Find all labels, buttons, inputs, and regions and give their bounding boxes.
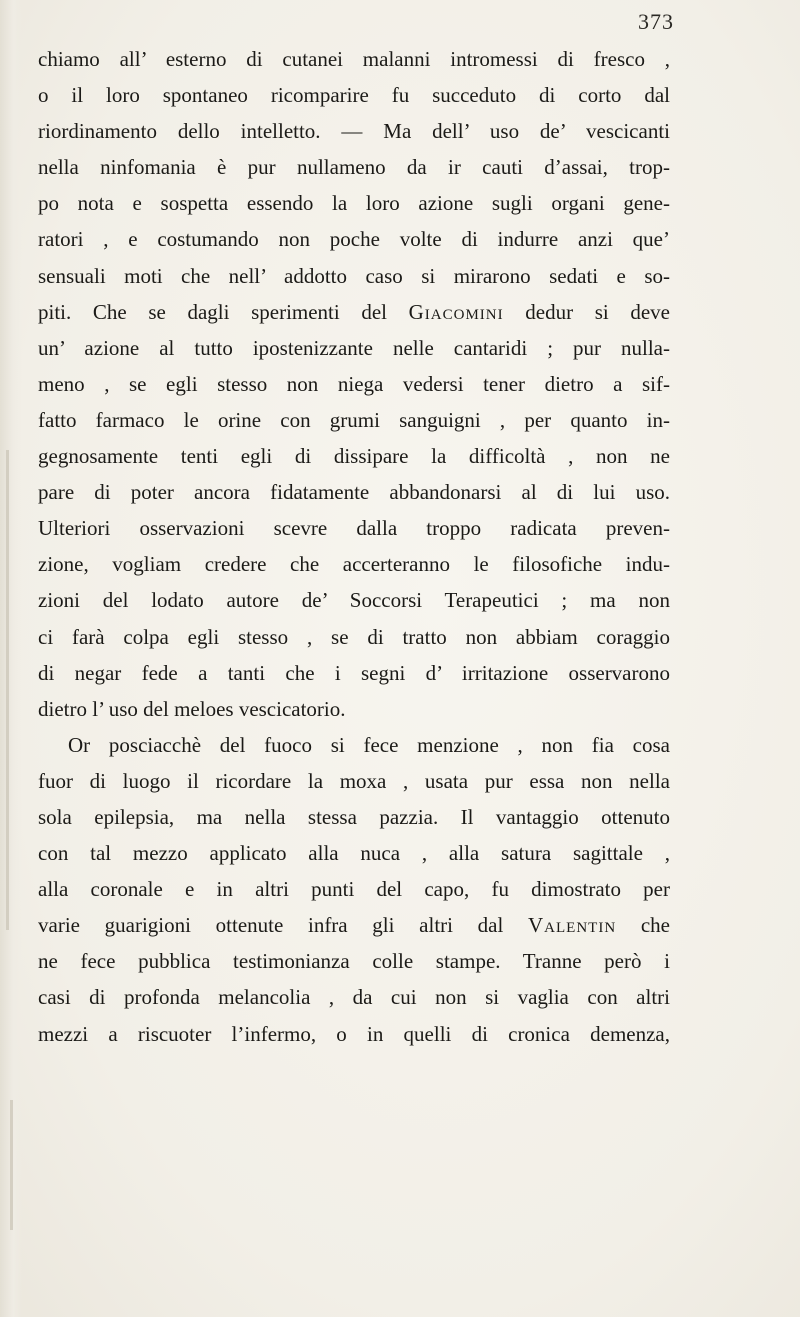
text-line: fatto farmaco le orine con grumi sanguigni , per quanto in- [38, 407, 670, 432]
text-line: zioni del lodato autore de’ Soccorsi Terapeutici ; ma non [38, 588, 670, 613]
text-line: gegnosamente tenti egli di dissipare la difficoltà , non ne [38, 444, 670, 469]
text-line: fuor di luogo il ricordare la moxa , usata pur essa non nella [38, 768, 670, 793]
text-line: sola epilepsia, ma nella stessa pazzia. Il vantaggio ottenuto [38, 804, 670, 829]
body-text [38, 41, 670, 1052]
text-line: Or posciacchè del fuoco si fece menzione , non fia cosa [68, 732, 670, 757]
text-line: con tal mezzo applicato alla nuca , alla satura sagittale , [38, 841, 670, 866]
text-segment: varie guarigioni ottenute infra gli altri dal [38, 913, 528, 938]
text-segment: piti. Che se dagli sperimenti del [38, 299, 409, 324]
text-line: meno , se egli stesso non niega vedersi tener dietro a sif- [38, 371, 670, 396]
text-line: riordinamento dello intelletto. — Ma dell’ uso de’ vescicanti [38, 119, 670, 144]
author-name: Giacomini [408, 299, 504, 324]
text-line: casi di profonda melancolia , da cui non si vaglia con altri [38, 985, 670, 1010]
text-line: sensuali moti che nell’ addotto caso si mirarono sedati e so- [38, 263, 670, 288]
text-line: alla coronale e in altri punti del capo, fu dimostrato per [38, 877, 670, 902]
text-line: ratori , e costumando non poche volte di indurre anzi que’ [38, 227, 670, 252]
text-line: nella ninfomania è pur nullameno da ir cauti d’assai, trop- [38, 155, 670, 180]
text-line: po nota e sospetta essendo la loro azione sugli organi gene- [38, 191, 670, 216]
text-line: chiamo all’ esterno di cutanei malanni intromessi di fresco , [38, 47, 670, 71]
text-segment: dedur si deve [503, 299, 670, 324]
text-line: Ulteriori osservazioni scevre dalla troppo radicata preven- [38, 516, 670, 541]
page-edge-mark [6, 450, 9, 930]
text-line: o il loro spontaneo ricomparire fu succeduto di corto dal [38, 83, 670, 108]
page-number: 373 [638, 9, 674, 34]
text-line: ci farà colpa egli stesso , se di tratto non abbiam coraggio [38, 624, 670, 649]
text-line: pare di poter ancora fidatamente abbandonarsi al di lui uso. [38, 480, 670, 505]
text-line: dietro l’ uso del meloes vescicatorio. [38, 696, 346, 721]
text-line: zione, vogliam credere che accerteranno le filosofiche indu- [38, 552, 670, 577]
text-line: ne fece pubblica testimonianza colle stampe. Tranne però i [38, 949, 670, 974]
text-line: un’ azione al tutto ipostenizzante nelle cantaridi ; pur nulla- [38, 335, 670, 360]
page-edge-mark [10, 1100, 13, 1230]
author-name: Valentin [528, 913, 617, 938]
text-line [38, 294, 670, 330]
text-segment: che [616, 913, 670, 938]
text-line: mezzi a riscuoter l’infermo, o in quelli di cronica demenza, [38, 1021, 670, 1046]
text-line [38, 907, 670, 943]
text-line: di negar fede a tanti che i segni d’ irritazione osservarono [38, 660, 670, 685]
